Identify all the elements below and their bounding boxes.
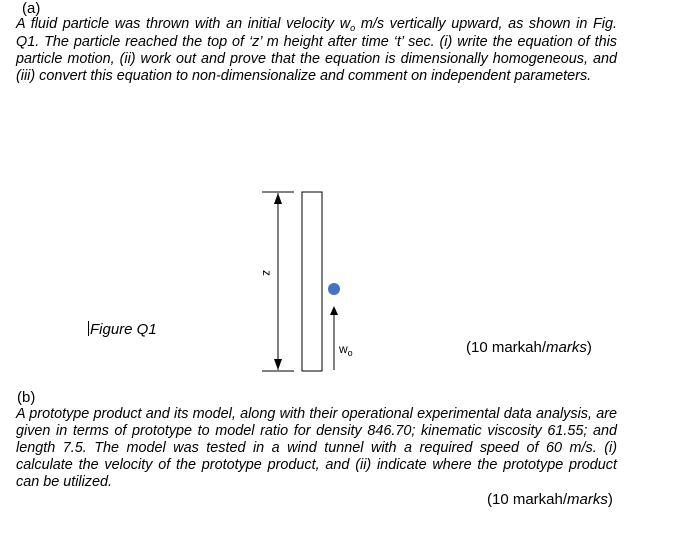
height-dimension <box>262 192 294 371</box>
part-a-w-subscript: o <box>350 23 356 33</box>
part-b-label: (b) <box>17 389 36 406</box>
velocity-label <box>338 342 353 358</box>
vertical-column <box>302 192 322 371</box>
dimension-arrow-up <box>274 193 282 204</box>
part-b-marks-text: (10 markah/ <box>487 491 568 508</box>
velocity-label-w: w <box>339 342 348 356</box>
part-b-marks-close: ) <box>607 491 613 508</box>
part-b-marks <box>487 491 613 508</box>
figure-caption-text: Figure Q1 <box>90 321 157 338</box>
part-a-label: (a) <box>22 0 41 17</box>
velocity-label-subscript: o <box>347 348 353 358</box>
part-b-marks-italic: marks <box>567 491 608 508</box>
part-a-marks-italic: marks <box>546 339 587 356</box>
fluid-particle <box>328 283 340 295</box>
part-a-marks <box>466 339 592 356</box>
height-label: z <box>260 270 274 276</box>
part-a-text-end: m/s vertically upward, as shown in Fig. Q1. The particle reached the top of ‘z’ m height after time ‘t’ sec. (i) write the equation of this particle motion, (ii) work out and prove that the equation is dimensionally homogeneous, and (iii) convert this equation to non-dimensionalize and comment on independent parameters. <box>16 16 618 84</box>
dimension-arrow-down <box>274 359 282 370</box>
part-a-marks-close: ) <box>586 339 592 356</box>
velocity-arrowhead <box>330 306 338 315</box>
part-b-question: A prototype product and its model, along with their operational experimental data analysis, are given in terms of prototype to model ratio for density 846.70; kinematic viscosity 61.55; and length 7.5. The model was tested in a wind tunnel with a required speed of 60 m/s. (i) calculate the velocity of the prototype product, and (ii) indicate where the prototype product can be utilized. <box>16 406 617 490</box>
part-a-text-start: A fluid particle was thrown with an initial velocity w <box>16 16 351 32</box>
part-a-marks-text: (10 markah/ <box>466 339 547 356</box>
